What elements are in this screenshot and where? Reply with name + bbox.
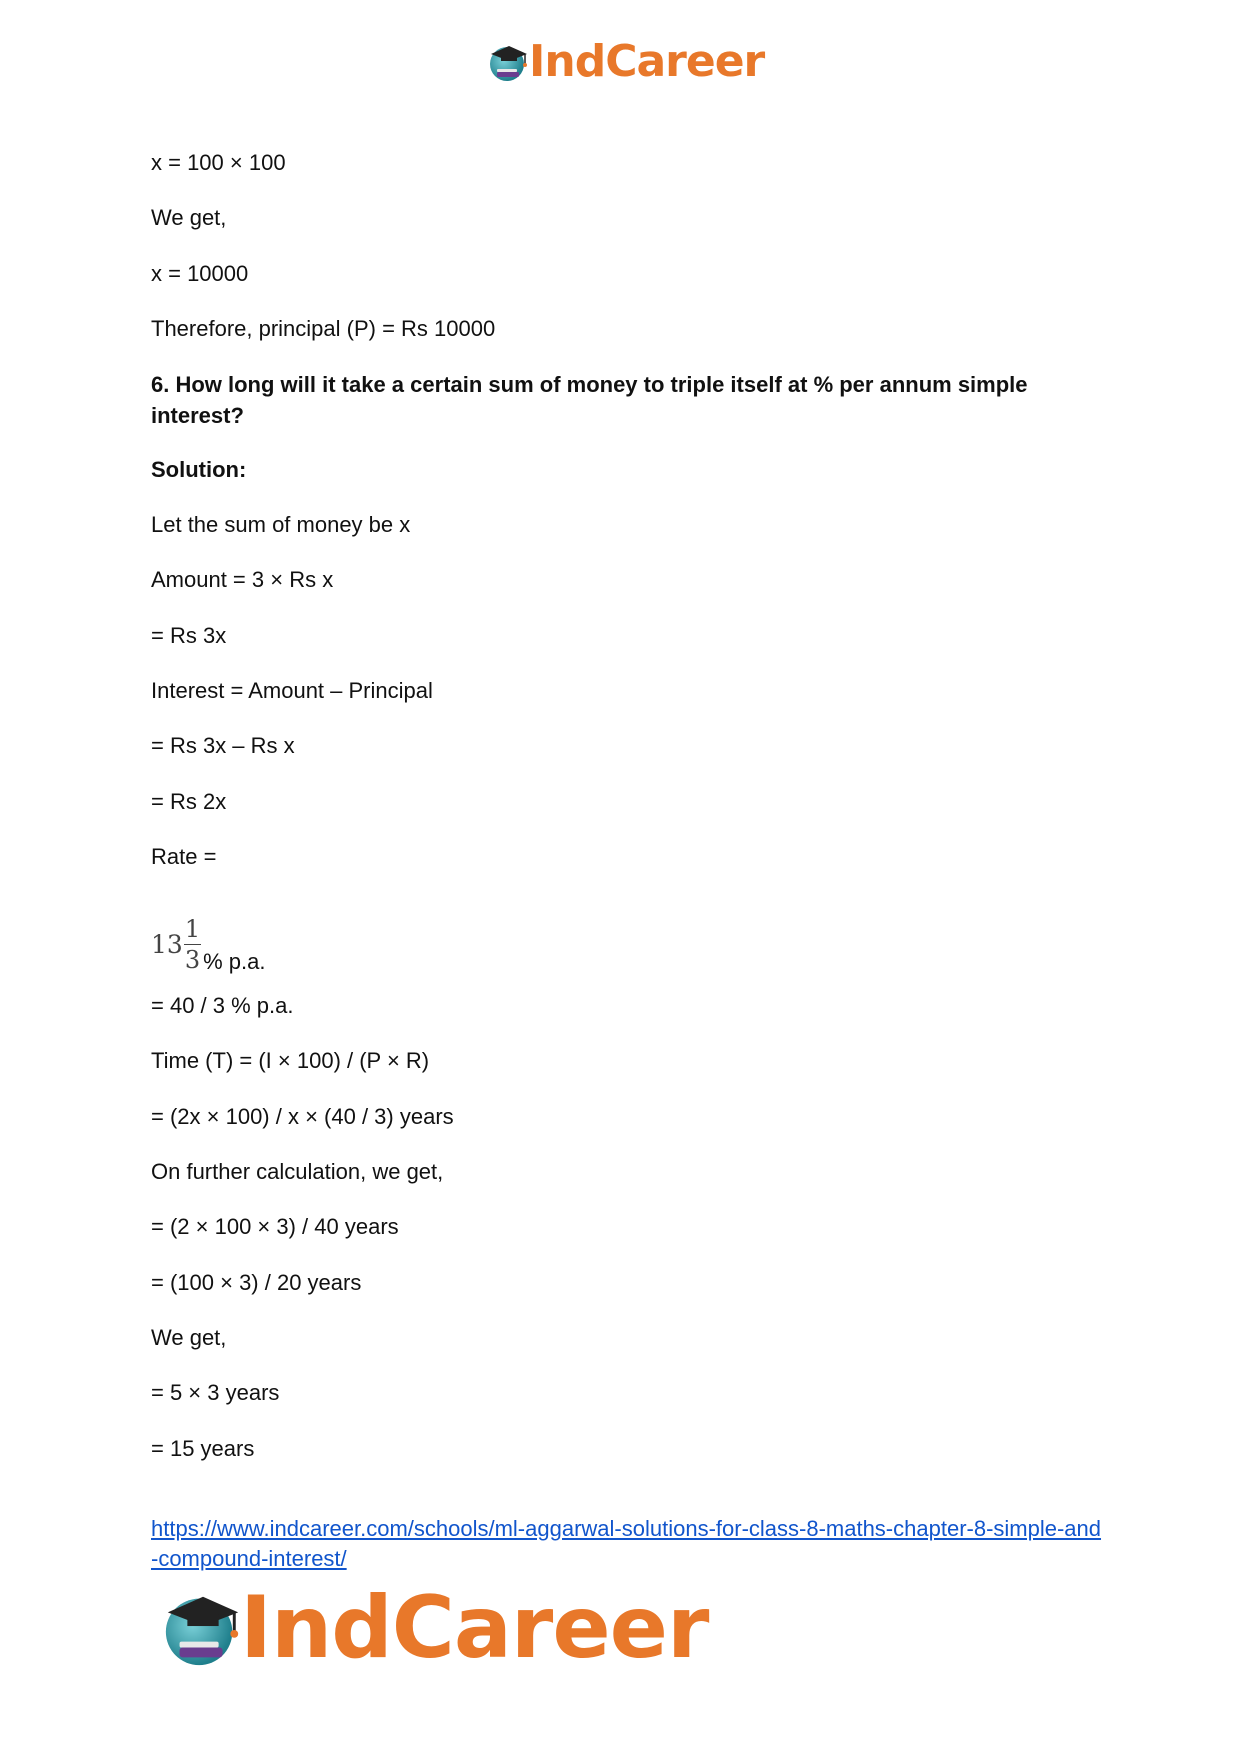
text-line: x = 10000	[151, 261, 249, 286]
text-line: We get,	[151, 205, 227, 230]
text-line: = (2 × 100 × 3) / 40 years	[151, 1214, 399, 1239]
text-line: Amount = 3 × Rs x	[151, 567, 334, 592]
text-line: = 40 / 3 % p.a.	[151, 993, 294, 1018]
text-line: = (2x × 100) / x × (40 / 3) years	[151, 1104, 454, 1129]
brand-name: IndCareer	[529, 36, 765, 87]
text-line: Interest = Amount – Principal	[151, 678, 433, 703]
fraction-numerator: 1	[184, 914, 201, 943]
text-line: Time (T) = (I × 100) / (P × R)	[151, 1048, 430, 1073]
fraction-suffix: % p.a.	[203, 949, 266, 974]
text-line: = 15 years	[151, 1436, 255, 1461]
graduation-cap-globe-icon	[160, 1585, 246, 1671]
mixed-number	[151, 909, 201, 979]
solution-label: Solution:	[151, 457, 247, 482]
text-line: = Rs 3x – Rs x	[151, 733, 295, 758]
question-heading: 6. How long will it take a certain sum of money to triple itself at % per annum simple interest?	[151, 372, 1028, 428]
rate-mixed-fraction	[151, 905, 265, 979]
text-line: = Rs 3x	[151, 623, 227, 648]
fraction-denominator: 3	[184, 945, 201, 974]
text-line: = (100 × 3) / 20 years	[151, 1270, 362, 1295]
text-line: Let the sum of money be x	[151, 512, 411, 537]
text-line: x = 100 × 100	[151, 150, 286, 175]
source-link[interactable]: https://www.indcareer.com/schools/ml-aggarwal-solutions-for-class-8-maths-chapter-8-simple-and-compound-interest/	[151, 1516, 1102, 1571]
fraction-whole: 13	[151, 929, 183, 959]
footer-logo	[160, 1578, 709, 1678]
text-line: Rate =	[151, 844, 217, 869]
text-line: On further calculation, we get,	[151, 1159, 444, 1184]
text-line: Therefore, principal (P) = Rs 10000	[151, 316, 496, 341]
text-line: We get,	[151, 1325, 227, 1350]
header-logo	[487, 36, 765, 87]
text-line: = 5 × 3 years	[151, 1380, 280, 1405]
text-line: = Rs 2x	[151, 789, 227, 814]
graduation-cap-globe-icon	[487, 40, 531, 84]
fraction	[184, 914, 201, 975]
brand-name: IndCareer	[240, 1578, 709, 1678]
